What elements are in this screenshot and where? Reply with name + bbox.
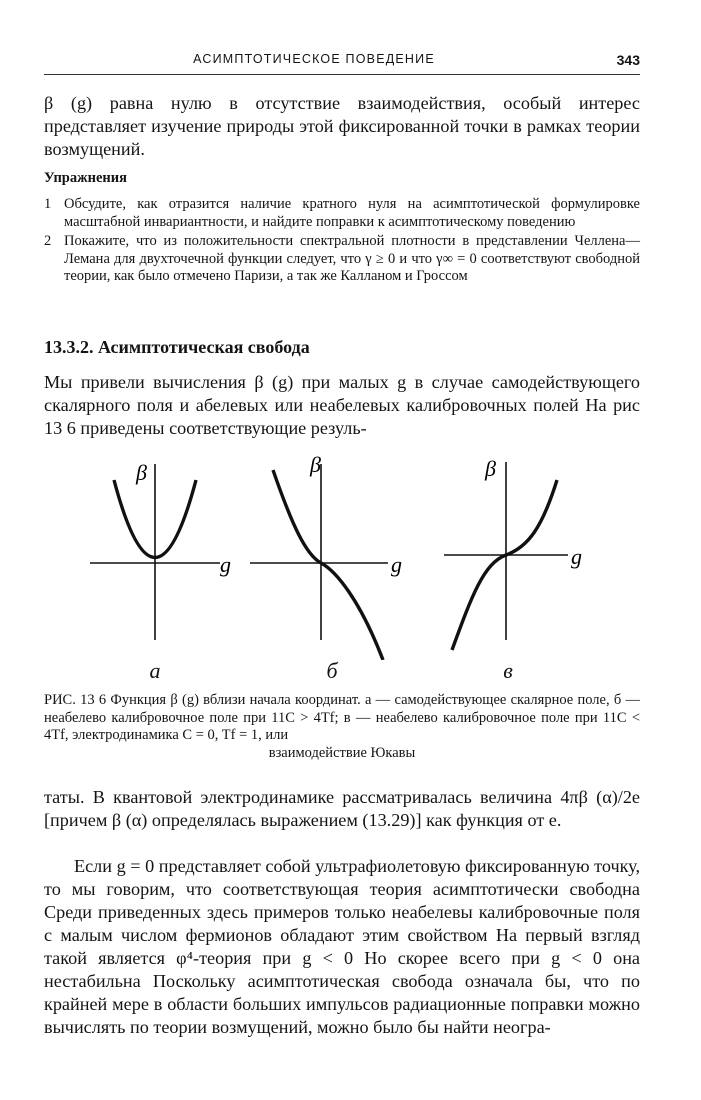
exercise-number: 1 xyxy=(44,196,52,212)
panel-b-plot xyxy=(250,452,402,660)
running-head xyxy=(44,50,640,75)
exercise-item-2 xyxy=(44,233,640,286)
exercise-number: 2 xyxy=(44,233,52,249)
exercises-heading: Упражнения xyxy=(44,170,127,186)
panel-c-y-label: β xyxy=(485,456,496,481)
panel-c-label: в xyxy=(503,658,513,683)
intro-paragraph: β (g) равна нулю в отсутствие взаимодействия, особый интерес представляет изучение природы этой фиксированной точки в рамках теории возмущений. xyxy=(44,93,640,159)
panel-c-plot xyxy=(444,456,582,650)
panel-c-x-label: g xyxy=(571,544,582,569)
figure-caption-main: РИС. 13 6 Функция β (g) вблизи начала координат. а — самодействующее скалярное поле, б — неабелево калибровочное поле при 11C > 4Tf; в — неабелево калибровочное поле при 11C < 4Tf, электродинамика C = 0, Tf = 1, или xyxy=(44,692,640,743)
page-number: 343 xyxy=(616,52,640,68)
panel-a-plot xyxy=(90,460,231,640)
exercise-text: Обсудите, как отразится наличие кратного нуля на асимптотической формулировке масштабной инвариантности, и найдите поправки к асимптотическому поведению xyxy=(64,196,640,230)
panel-a-label: а xyxy=(149,658,161,683)
figure-13-6 xyxy=(60,450,640,690)
section-heading: 13.3.2. Асимптотическая свобода xyxy=(44,337,310,357)
panel-b-x-label: g xyxy=(391,552,402,577)
panel-a-x-label: g xyxy=(220,552,231,577)
panel-a-y-label: β xyxy=(136,460,147,485)
paragraph-after-figure: таты. В квантовой электродинамике рассматривалась величина 4πβ (α)/2e [причем β (α) определялась выражением (13.29)] как функция от e. xyxy=(44,787,640,830)
panel-b-y-label: β xyxy=(310,452,321,477)
panel-b-curve xyxy=(273,470,383,660)
figure-caption-last-line: взаимодействие Юкавы xyxy=(268,744,416,761)
final-paragraph: Если g = 0 представляет собой ультрафиолетовую фиксированную точку, то мы говорим, что соответствующая теория асимптотически свободна Среди приведенных здесь примеров только неабелевы калибровочные поля с малым числом фермионов обладают этим свойством На первый взгляд такой является φ⁴-теория при g < 0 Но скорее всего при g < 0 она нестабильна Поскольку асимптотическая свобода означала бы, что по крайней мере в области больших импульсов радиационные поправки можно вычислять по теории возмущений, можно было бы найти неогра- xyxy=(44,856,640,1037)
figure-caption xyxy=(44,692,640,762)
paragraph-before-figure: Мы привели вычисления β (g) при малых g в случае самодействующего скалярного поля и абелевых или неабелевых калибровочных полей На рис 13 6 приведены соответствующие резуль- xyxy=(44,372,640,438)
figure-plots xyxy=(60,450,640,660)
exercise-text: Покажите, что из положительности спектральной плотности в представлении Челлена—Лемана для двухточечной функции следует, что γ ≥ 0 и что γ∞ = 0 соответствуют свободной теории, как было отмечено Паризи, а так же Калланом и Гроссом xyxy=(64,233,640,284)
running-title: АСИМПТОТИЧЕСКОЕ ПОВЕДЕНИЕ xyxy=(193,52,435,66)
exercise-item-1 xyxy=(44,196,640,231)
panel-b-label: б xyxy=(326,658,338,683)
panel-c-curve xyxy=(452,480,557,650)
exercise-list xyxy=(44,196,640,286)
